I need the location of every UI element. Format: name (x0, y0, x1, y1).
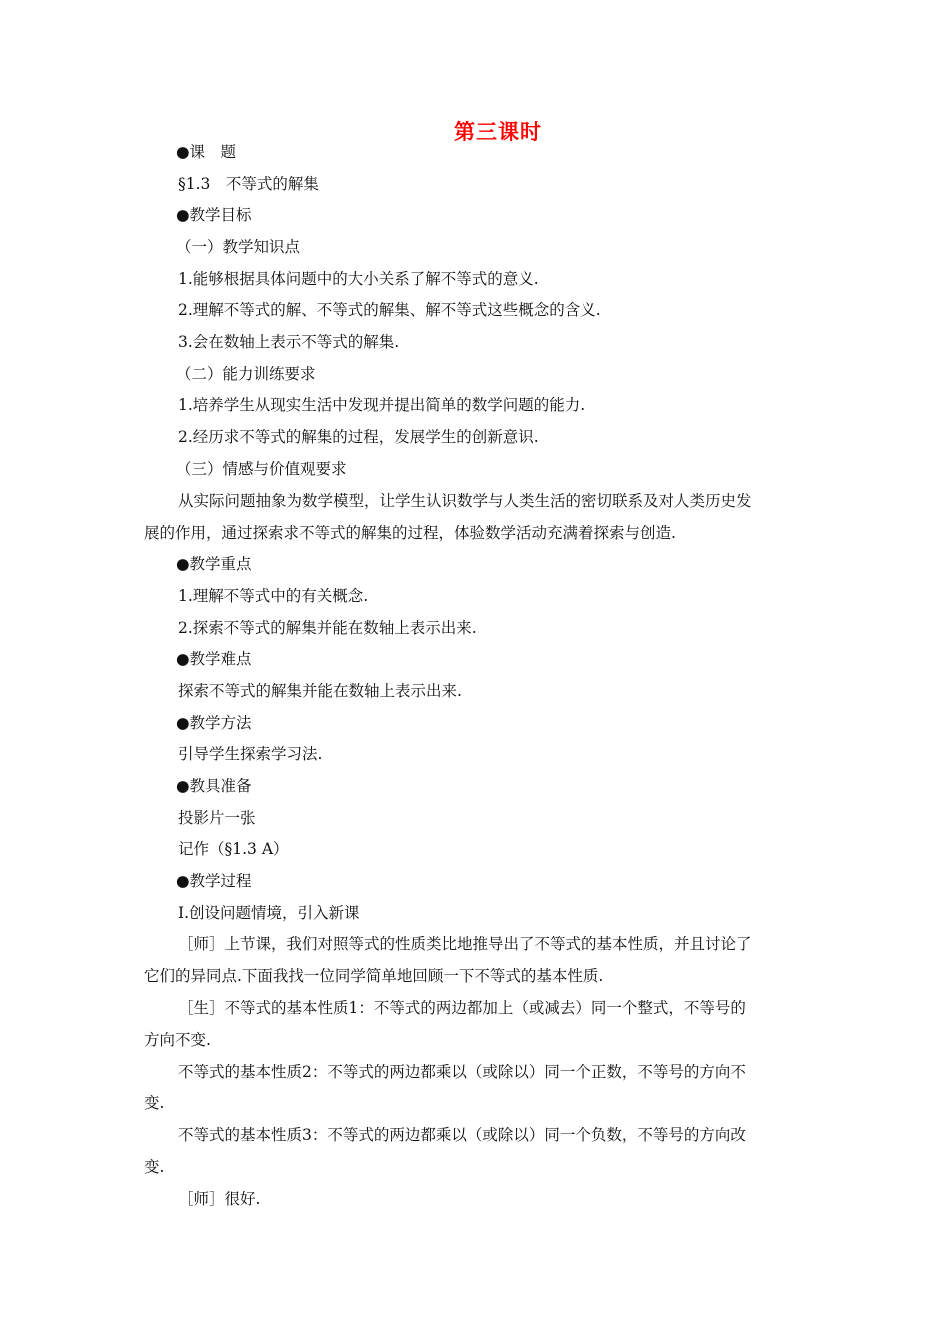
heading-materials: ●教具准备 (176, 777, 252, 795)
paragraph-line: 2.经历求不等式的解集的过程，发展学生的创新意识. (178, 428, 539, 446)
paragraph-line: 3.会在数轴上表示不等式的解集. (178, 333, 400, 351)
page-title: 第三课时 (454, 120, 542, 144)
heading-process: ●教学过程 (176, 872, 252, 890)
paragraph-line: ［师］很好. (178, 1190, 261, 1208)
paragraph-line: 1.培养学生从现实生活中发现并提出简单的数学问题的能力. (178, 396, 586, 414)
lesson-section: §1.3 不等式的解集 (178, 175, 319, 193)
paragraph-line: 变. (144, 1158, 165, 1176)
paragraph-line: 投影片一张 (178, 809, 256, 827)
paragraph-line: 1.能够根据具体问题中的大小关系了解不等式的意义. (178, 270, 539, 288)
subheading-values: （三）情感与价值观要求 (176, 460, 347, 478)
paragraph-line: 从实际问题抽象为数学模型，让学生认识数学与人类生活的密切联系及对人类历史发 (178, 492, 752, 510)
paragraph-line: 不等式的基本性质2：不等式的两边都乘以（或除以）同一个正数，不等号的方向不 (178, 1063, 746, 1081)
paragraph-line: ［生］不等式的基本性质1：不等式的两边都加上（或减去）同一个整式，不等号的 (178, 999, 746, 1017)
heading-key-points: ●教学重点 (176, 555, 252, 573)
paragraph-line: 它们的异同点.下面我找一位同学简单地回顾一下不等式的基本性质. (144, 967, 604, 985)
paragraph-line: 引导学生探索学习法. (178, 745, 323, 763)
paragraph-line: 2.理解不等式的解、不等式的解集、解不等式这些概念的含义. (178, 301, 601, 319)
subheading-ability: （二）能力训练要求 (176, 365, 316, 383)
paragraph-line: 探索不等式的解集并能在数轴上表示出来. (178, 682, 462, 700)
paragraph-line: 不等式的基本性质3：不等式的两边都乘以（或除以）同一个负数，不等号的方向改 (178, 1126, 746, 1144)
subheading-knowledge: （一）教学知识点 (176, 238, 301, 256)
heading-difficulty: ●教学难点 (176, 650, 252, 668)
heading-method: ●教学方法 (176, 714, 252, 732)
paragraph-line: Ⅰ.创设问题情境，引入新课 (178, 904, 360, 922)
paragraph-line: 记作（§1.3 A） (178, 840, 289, 858)
heading-topic: ●课 题 (176, 143, 237, 161)
heading-objectives: ●教学目标 (176, 206, 252, 224)
paragraph-line: 1.理解不等式中的有关概念. (178, 587, 369, 605)
paragraph-line: 展的作用，通过探索求不等式的解集的过程，体验数学活动充满着探索与创造. (144, 524, 676, 542)
paragraph-line: 变. (144, 1094, 165, 1112)
paragraph-line: ［师］上节课，我们对照等式的性质类比地推导出了不等式的基本性质，并且讨论了 (178, 935, 752, 953)
paragraph-line: 方向不变. (144, 1031, 211, 1049)
paragraph-line: 2.探索不等式的解集并能在数轴上表示出来. (178, 619, 477, 637)
